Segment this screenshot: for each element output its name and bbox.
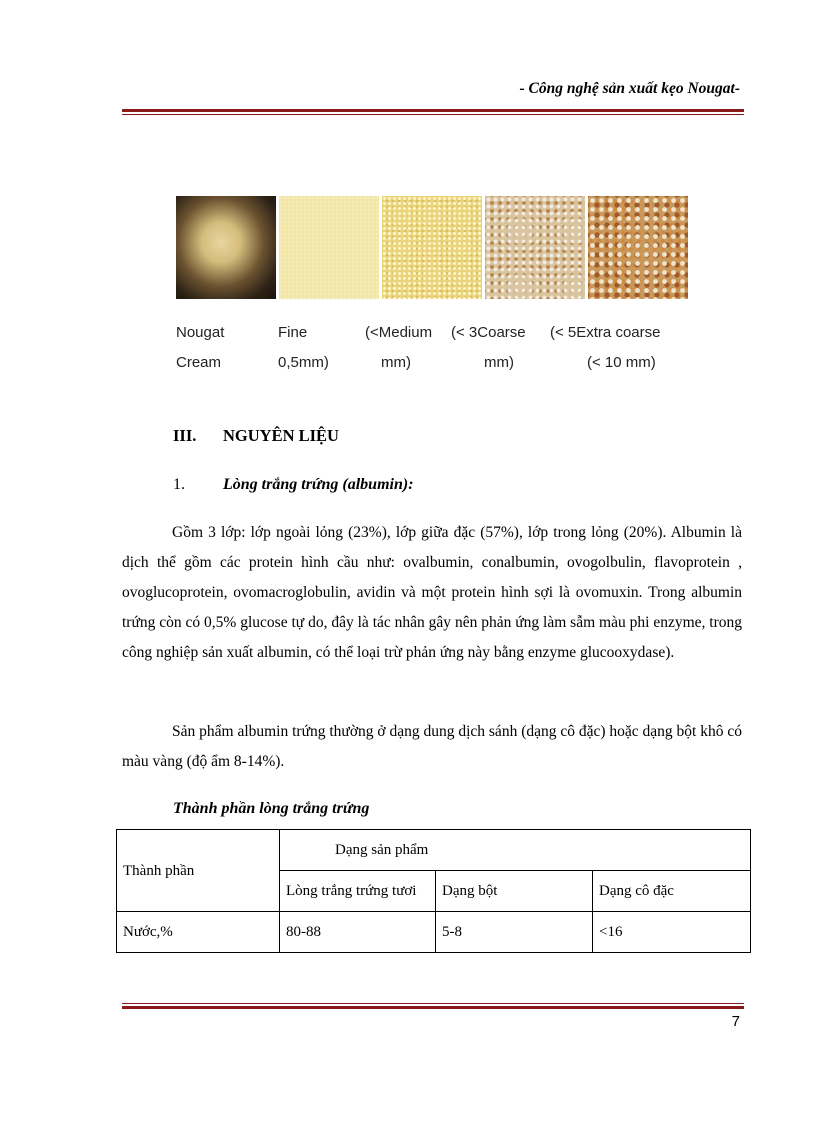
table-cell: 5-8 — [436, 912, 593, 953]
caption-text: mm) — [484, 354, 514, 371]
footer-rule — [122, 1003, 744, 1009]
medium-grain-photo — [382, 196, 482, 299]
table-header-row — [117, 830, 751, 871]
column-header-cell: Lòng trắng trứng tươi — [280, 871, 436, 912]
section-title: NGUYÊN LIỆU — [223, 426, 339, 445]
header-rule — [122, 109, 744, 115]
nougat-cream-photo — [176, 196, 276, 299]
caption-col-5 — [550, 318, 660, 378]
subsection-heading — [173, 476, 414, 494]
paragraph-albumin-layers: Gồm 3 lớp: lớp ngoài lỏng (23%), lớp giữa đặc (57%), lớp trong lỏng (20%). Albumin là dịch thể gồm các protein hình cầu như: ovalbumin, conalbumin, ovogolbulin, flavoprotein , ovoglucoprotein, ovomacroglobulin, avidin và một protein hình sợi là ovomuxin. Trong albumin trứng còn có 0,5% glucose tự do, đây là tác nhân gây nên phản ứng làm sẫm màu phi enzyme, trong công nghiệp sản xuất albumin, có thể loại trừ phản ứng này bằng enzyme glucooxydase). — [122, 524, 742, 661]
extra-coarse-grain-photo — [588, 196, 688, 299]
section-number: III. — [173, 426, 197, 445]
caption-text: Fine — [278, 324, 308, 341]
caption-text: Nougat — [176, 324, 225, 341]
row-label-cell: Nước,% — [117, 912, 280, 953]
caption-col-1 — [176, 318, 224, 378]
table-row — [117, 912, 751, 953]
caption-text: (<Medium — [365, 324, 433, 341]
column-header-cell: Dạng bột — [436, 871, 593, 912]
product-photo-strip — [176, 196, 688, 299]
caption-text: mm) — [381, 354, 411, 371]
caption-col-2 — [278, 318, 329, 378]
composition-table — [116, 829, 751, 953]
caption-text: (< 10 mm) — [587, 354, 656, 371]
caption-text: (< 5Extra coarse — [550, 324, 661, 341]
fine-grain-photo — [279, 196, 379, 299]
table-cell: <16 — [593, 912, 751, 953]
caption-text: Cream — [176, 354, 222, 371]
caption-text: 0,5mm) — [278, 354, 329, 371]
caption-col-4 — [451, 318, 526, 378]
paragraph-albumin-products: Sản phẩm albumin trứng thường ở dạng dung dịch sánh (dạng cô đặc) hoặc dạng bột khô có màu vàng (độ ẩm 8-14%). — [122, 723, 742, 770]
subsection-title: Lòng trắng trứng (albumin): — [223, 476, 414, 493]
column-header-cell: Dạng cô đặc — [593, 871, 751, 912]
group-header-cell: Dạng sản phẩm — [280, 830, 751, 871]
caption-text: (< 3Coarse — [451, 324, 526, 341]
row-header-cell: Thành phần — [117, 830, 280, 912]
table-caption: Thành phần lòng trắng trứng — [173, 800, 370, 817]
caption-col-3 — [365, 318, 432, 378]
subsection-number: 1. — [173, 476, 185, 493]
coarse-grain-photo — [485, 196, 585, 299]
page-number: 7 — [731, 1013, 740, 1030]
section-heading — [173, 426, 339, 446]
running-header: - Công nghệ sản xuất kẹo Nougat- — [519, 80, 740, 97]
table-cell: 80-88 — [280, 912, 436, 953]
